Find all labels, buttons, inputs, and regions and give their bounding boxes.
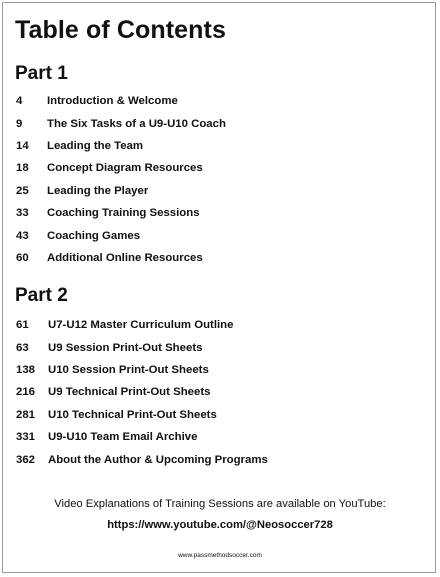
- toc-page-number: 25: [16, 184, 29, 197]
- toc-page-number: 216: [16, 386, 36, 399]
- website-url: www.passmethodsoccer.com: [178, 552, 262, 559]
- toc-entry: [16, 157, 426, 179]
- toc-page-number: 61: [16, 319, 29, 332]
- toc-entry: [16, 426, 426, 448]
- toc-page-number: 362: [16, 453, 36, 466]
- part-1-heading: Part 1: [15, 63, 68, 84]
- toc-entry: [16, 381, 426, 403]
- toc-entry: [16, 336, 426, 358]
- toc-entry-title: Coaching Training Sessions: [47, 207, 200, 220]
- toc-page-number: 63: [16, 341, 29, 354]
- page-title: Table of Contents: [15, 16, 226, 44]
- toc-entry: [16, 448, 426, 470]
- toc-entry: [16, 404, 426, 426]
- toc-page-number: 14: [16, 139, 29, 152]
- toc-entry: [16, 90, 426, 112]
- part-2-entries: [16, 314, 426, 471]
- part-1-entries: [16, 90, 426, 269]
- toc-entry-title: U9 Technical Print-Out Sheets: [48, 386, 211, 399]
- toc-entry-title: U7-U12 Master Curriculum Outline: [48, 319, 234, 332]
- toc-entry-title: Leading the Player: [47, 184, 149, 197]
- toc-entry-title: U9-U10 Team Email Archive: [48, 431, 198, 444]
- toc-page-number: 138: [16, 363, 36, 376]
- footer-youtube-note: Video Explanations of Training Sessions are available on YouTube:: [54, 498, 386, 510]
- toc-page: [2, 2, 436, 573]
- toc-page-number: 281: [16, 408, 36, 421]
- toc-entry: [16, 135, 426, 157]
- toc-entry-title: About the Author & Upcoming Programs: [48, 453, 268, 466]
- toc-page-number: 331: [16, 431, 36, 444]
- toc-entry: [16, 112, 426, 134]
- toc-entry: [16, 314, 426, 336]
- toc-entry-title: U9 Session Print-Out Sheets: [48, 341, 203, 354]
- toc-entry-title: Concept Diagram Resources: [47, 162, 203, 175]
- part-2-heading: Part 2: [15, 285, 68, 306]
- toc-entry-title: Coaching Games: [47, 229, 141, 242]
- toc-entry: [16, 224, 426, 246]
- toc-entry-title: Additional Online Resources: [47, 251, 203, 264]
- toc-entry: [16, 202, 426, 224]
- toc-entry-title: Introduction & Welcome: [47, 95, 178, 108]
- toc-page-number: 18: [16, 162, 29, 175]
- toc-page-number: 4: [16, 95, 23, 108]
- toc-entry-title: Leading the Team: [47, 139, 143, 152]
- toc-entry: [16, 247, 426, 269]
- toc-entry-title: U10 Technical Print-Out Sheets: [48, 408, 217, 421]
- youtube-link[interactable]: https://www.youtube.com/@Neosoccer728: [107, 519, 333, 531]
- toc-page-number: 60: [16, 251, 29, 264]
- toc-entry-title: The Six Tasks of a U9-U10 Coach: [47, 117, 226, 130]
- toc-page-number: 33: [16, 207, 29, 220]
- toc-page-number: 9: [16, 117, 23, 130]
- toc-entry: [16, 359, 426, 381]
- toc-entry-title: U10 Session Print-Out Sheets: [48, 363, 209, 376]
- toc-entry: [16, 180, 426, 202]
- toc-page-number: 43: [16, 229, 29, 242]
